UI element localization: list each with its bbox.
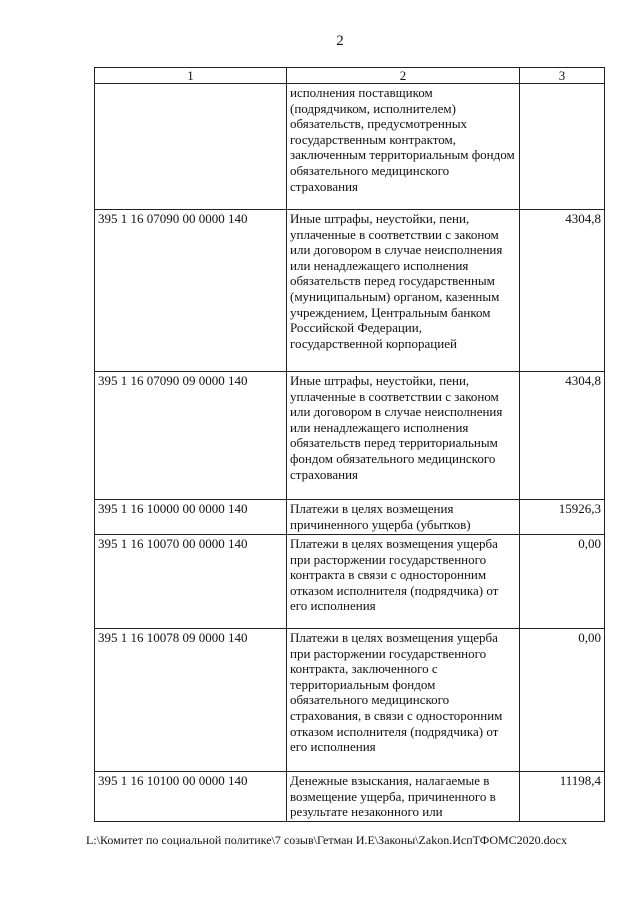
page-number: 2 bbox=[336, 33, 344, 49]
row-value: 11198,4 bbox=[520, 772, 605, 822]
row-code: 395 1 16 10000 00 0000 140 bbox=[95, 500, 287, 535]
row-code: 395 1 16 10100 00 0000 140 bbox=[95, 772, 287, 822]
row-description: Платежи в целях возмещения ущерба при расторжении государственного контракта в связи с односторонним отказом исполнителя (подрядчика) от его исполнения bbox=[287, 535, 520, 629]
row-code: 395 1 16 07090 00 0000 140 bbox=[95, 210, 287, 372]
row-value: 4304,8 bbox=[520, 210, 605, 372]
column-header-code: 1 bbox=[95, 68, 287, 84]
table-row bbox=[95, 500, 605, 535]
table-row bbox=[95, 210, 605, 372]
column-header-description: 2 bbox=[287, 68, 520, 84]
file-path-footer: L:\Комитет по социальной политике\7 созыв\Гетман И.Е\Законы\Zakon.ИспТФОМС2020.docx bbox=[86, 833, 567, 847]
table-row bbox=[95, 372, 605, 500]
table-row bbox=[95, 84, 605, 210]
row-description: Иные штрафы, неустойки, пени, уплаченные в соответствии с законом или договором в случае неисполнения или ненадлежащего исполнения обязательств перед государственным (муниципальным) органом, казенным учреждением, Центральным банком Российской Федерации, государственной корпорацией bbox=[287, 210, 520, 372]
row-value: 0,00 bbox=[520, 629, 605, 772]
row-value: 4304,8 bbox=[520, 372, 605, 500]
row-code: 395 1 16 07090 09 0000 140 bbox=[95, 372, 287, 500]
row-code bbox=[95, 84, 287, 210]
row-description: Платежи в целях возмещения ущерба при расторжении государственного контракта, заключенного с территориальным фондом обязательного медицинского страхования, в связи с односторонним отказом исполнителя (подрядчика) от его исполнения bbox=[287, 629, 520, 772]
row-description: Иные штрафы, неустойки, пени, уплаченные в соответствии с законом или договором в случае неисполнения или ненадлежащего исполнения обязательств перед территориальным фондом обязательного медицинского страхования bbox=[287, 372, 520, 500]
budget-table bbox=[94, 67, 605, 822]
row-code: 395 1 16 10078 09 0000 140 bbox=[95, 629, 287, 772]
row-description: Денежные взыскания, налагаемые в возмещение ущерба, причиненного в результате незаконного или bbox=[287, 772, 520, 822]
table-row bbox=[95, 629, 605, 772]
row-code: 395 1 16 10070 00 0000 140 bbox=[95, 535, 287, 629]
column-header-value: 3 bbox=[520, 68, 605, 84]
table-header-row bbox=[95, 68, 605, 84]
row-value bbox=[520, 84, 605, 210]
table-row bbox=[95, 535, 605, 629]
row-description: Платежи в целях возмещения причиненного ущерба (убытков) bbox=[287, 500, 520, 535]
row-value: 15926,3 bbox=[520, 500, 605, 535]
table-row bbox=[95, 772, 605, 822]
row-value: 0,00 bbox=[520, 535, 605, 629]
row-description: исполнения поставщиком (подрядчиком, исполнителем) обязательств, предусмотренных государственным контрактом, заключенным территориальным фондом обязательного медицинского страхования bbox=[287, 84, 520, 210]
